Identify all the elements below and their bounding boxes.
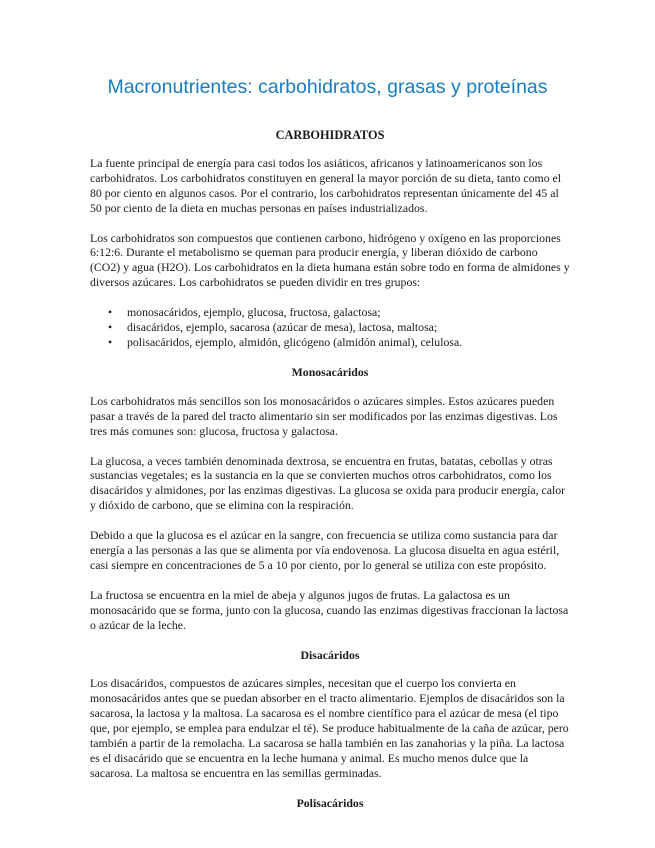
list-item: • monosacáridos, ejemplo, glucosa, fructosa, galactosa;: [90, 305, 570, 320]
page-title: Macronutrientes: carbohidratos, grasas y proteínas: [107, 76, 548, 98]
subheading-disacaridos: Disacáridos: [300, 647, 360, 662]
carbohydrate-groups-list: [90, 305, 570, 350]
section-heading-carbohidratos: CARBOHIDRATOS: [275, 128, 385, 142]
paragraph-di-1: Los disacáridos, compuestos de azúcares simples, necesitan que el cuerpo los convierta en monosacáridos antes que se puedan absorber en el tracto alimentario. Ejemplos de disacáridos son la sacarosa, la lactosa y la maltosa. La sacarosa es el nombre científico para el azúcar de mesa (el tipo que, por ejemplo, se emplea para endulzar el té). Se produce habitualmente de la caña de azúcar, pero también a partir de la remolacha. La sacarosa se halla también en las zanahorias y la piña. La lactosa es el disacárido que se encuentra en la leche humana y animal. Es mucho menos dulce que la sacarosa. La maltosa se encuentra en las semillas germinadas.: [90, 676, 569, 780]
paragraph-intro-1: La fuente principal de energía para casi todos los asiáticos, africanos y latinoamericanos son los carbohidratos. Los carbohidratos constituyen en general la mayor porción de su dieta, tanto como el 80 por ciento en algunos casos. Por el contrario, los carbohidratos representan únicamente del 45 al 50 por ciento de la dieta en muchas personas en países industrializados.: [90, 155, 562, 215]
paragraph-mono-1: Los carbohidratos más sencillos son los monosacáridos o azúcares simples. Estos azúcares pueden pasar a través de la pared del tracto alimentario sin ser modificados por las enzimas digestivas. Los tres más comunes son: glucosa, fructosa y galactosa.: [90, 393, 558, 438]
list-item: • polisacáridos, ejemplo, almidón, glicógeno (almidón animal), celulosa.: [90, 335, 570, 350]
list-item: • disacáridos, ejemplo, sacarosa (azúcar de mesa), lactosa, maltosa;: [90, 320, 570, 335]
subheading-monosacaridos: Monosacáridos: [291, 364, 369, 379]
paragraph-intro-2: Los carbohidratos son compuestos que contienen carbono, hidrógeno y oxígeno en las proporciones 6:12:6. Durante el metabolismo se queman para producir energía, y liberan dióxido de carbono (CO2) y agua (H2O). Los carbohidratos en la dieta humana están sobre todo en forma de almidones y diversos azúcares. Los carbohidratos se pueden dividir en tres grupos:: [90, 230, 570, 290]
paragraph-mono-3: Debido a que la glucosa es el azúcar en la sangre, con frecuencia se utiliza como sustancia para dar energía a las personas a las que se alimenta por vía endovenosa. La glucosa disuelta en agua estéril, casi siempre en concentraciones de 5 a 10 por ciento, por lo general se utiliza con este propósito.: [90, 528, 560, 572]
paragraph-mono-4: La fructosa se encuentra en la miel de abeja y algunos jugos de frutas. La galactosa es un monosacárido que se forma, junto con la glucosa, cuando las enzimas digestivas fraccionan la lactosa o azúcar de la leche.: [90, 587, 569, 632]
paragraph-mono-2: La glucosa, a veces también denominada dextrosa, se encuentra en frutas, batatas, cebollas y otras sustancias vegetales; es la sustancia en la que se convierten muchos otros carbohidratos, como los disacáridos y almidones, por las enzimas digestivas. La glucosa se oxida para producir energía, calor y dióxido de carbono, que se elimina con la respiración.: [90, 453, 566, 513]
document-body: [90, 128, 570, 811]
subheading-polisacaridos: Polisacáridos: [296, 795, 364, 810]
